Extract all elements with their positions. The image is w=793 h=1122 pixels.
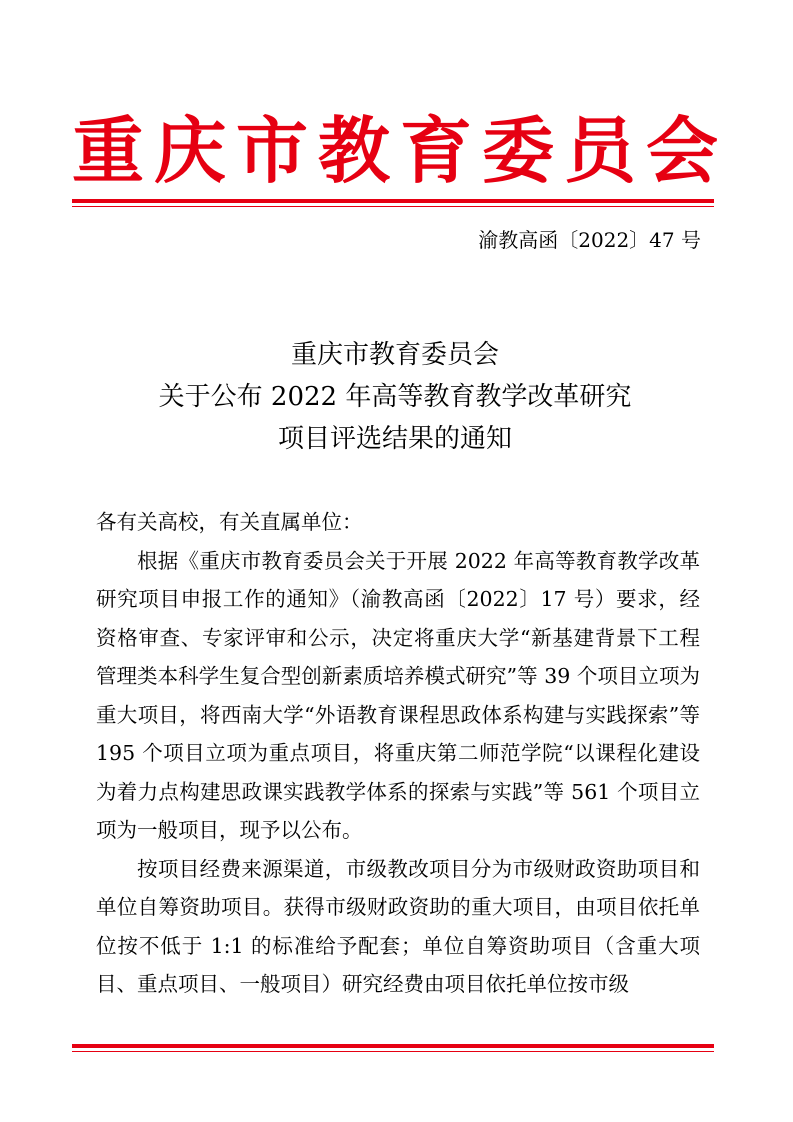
document-title bbox=[72, 334, 718, 460]
document-body bbox=[96, 503, 700, 1004]
body-paragraph-2: 按项目经费来源渠道，市级教改项目分为市级财政资助项目和单位自筹资助项目。获得市级财政资助的重大项目，由项目依托单位按不低于 1:1 的标准给予配套；单位自筹资助项目（含重大项目、重点项目、一般项目）研究经费由项目依托单位按市级 bbox=[96, 856, 700, 996]
document-number: 渝教高函〔2022〕47 号 bbox=[478, 228, 701, 252]
title-line-1: 重庆市教育委员会 bbox=[290, 340, 499, 370]
footer-red-rule bbox=[72, 1044, 714, 1048]
title-line-2: 关于公布 2022 年高等教育教学改革研究 bbox=[158, 382, 632, 412]
title-line-3: 项目评选结果的通知 bbox=[277, 424, 512, 454]
issuer-masthead: 重庆市教育委员会 bbox=[72, 109, 729, 193]
header-red-rule bbox=[72, 199, 714, 203]
footer-red-rule-thin bbox=[72, 1051, 714, 1052]
body-paragraph-1: 根据《重庆市教育委员会关于开展 2022 年高等教育教学改革研究项目申报工作的通知》（渝教高函〔2022〕17 号）要求，经资格审查、专家评审和公示，决定将重庆大学“新基建背景下工程管理类本科学生复合型创新素质培养模式研究”等 39 个项目立项为重大项目，将西南大学“外语教育课程思政体系构建与实践探索”等 195 个项目立项为重点项目，将重庆第二师范学院“以课程化建设为着力点构建思政课实践教学体系的探索与实践”等 561 个项目立项为一般项目，现予以公布。 bbox=[96, 548, 700, 842]
salutation: 各有关高校，有关直属单位： bbox=[96, 510, 363, 534]
header-red-rule-thin bbox=[72, 206, 714, 207]
